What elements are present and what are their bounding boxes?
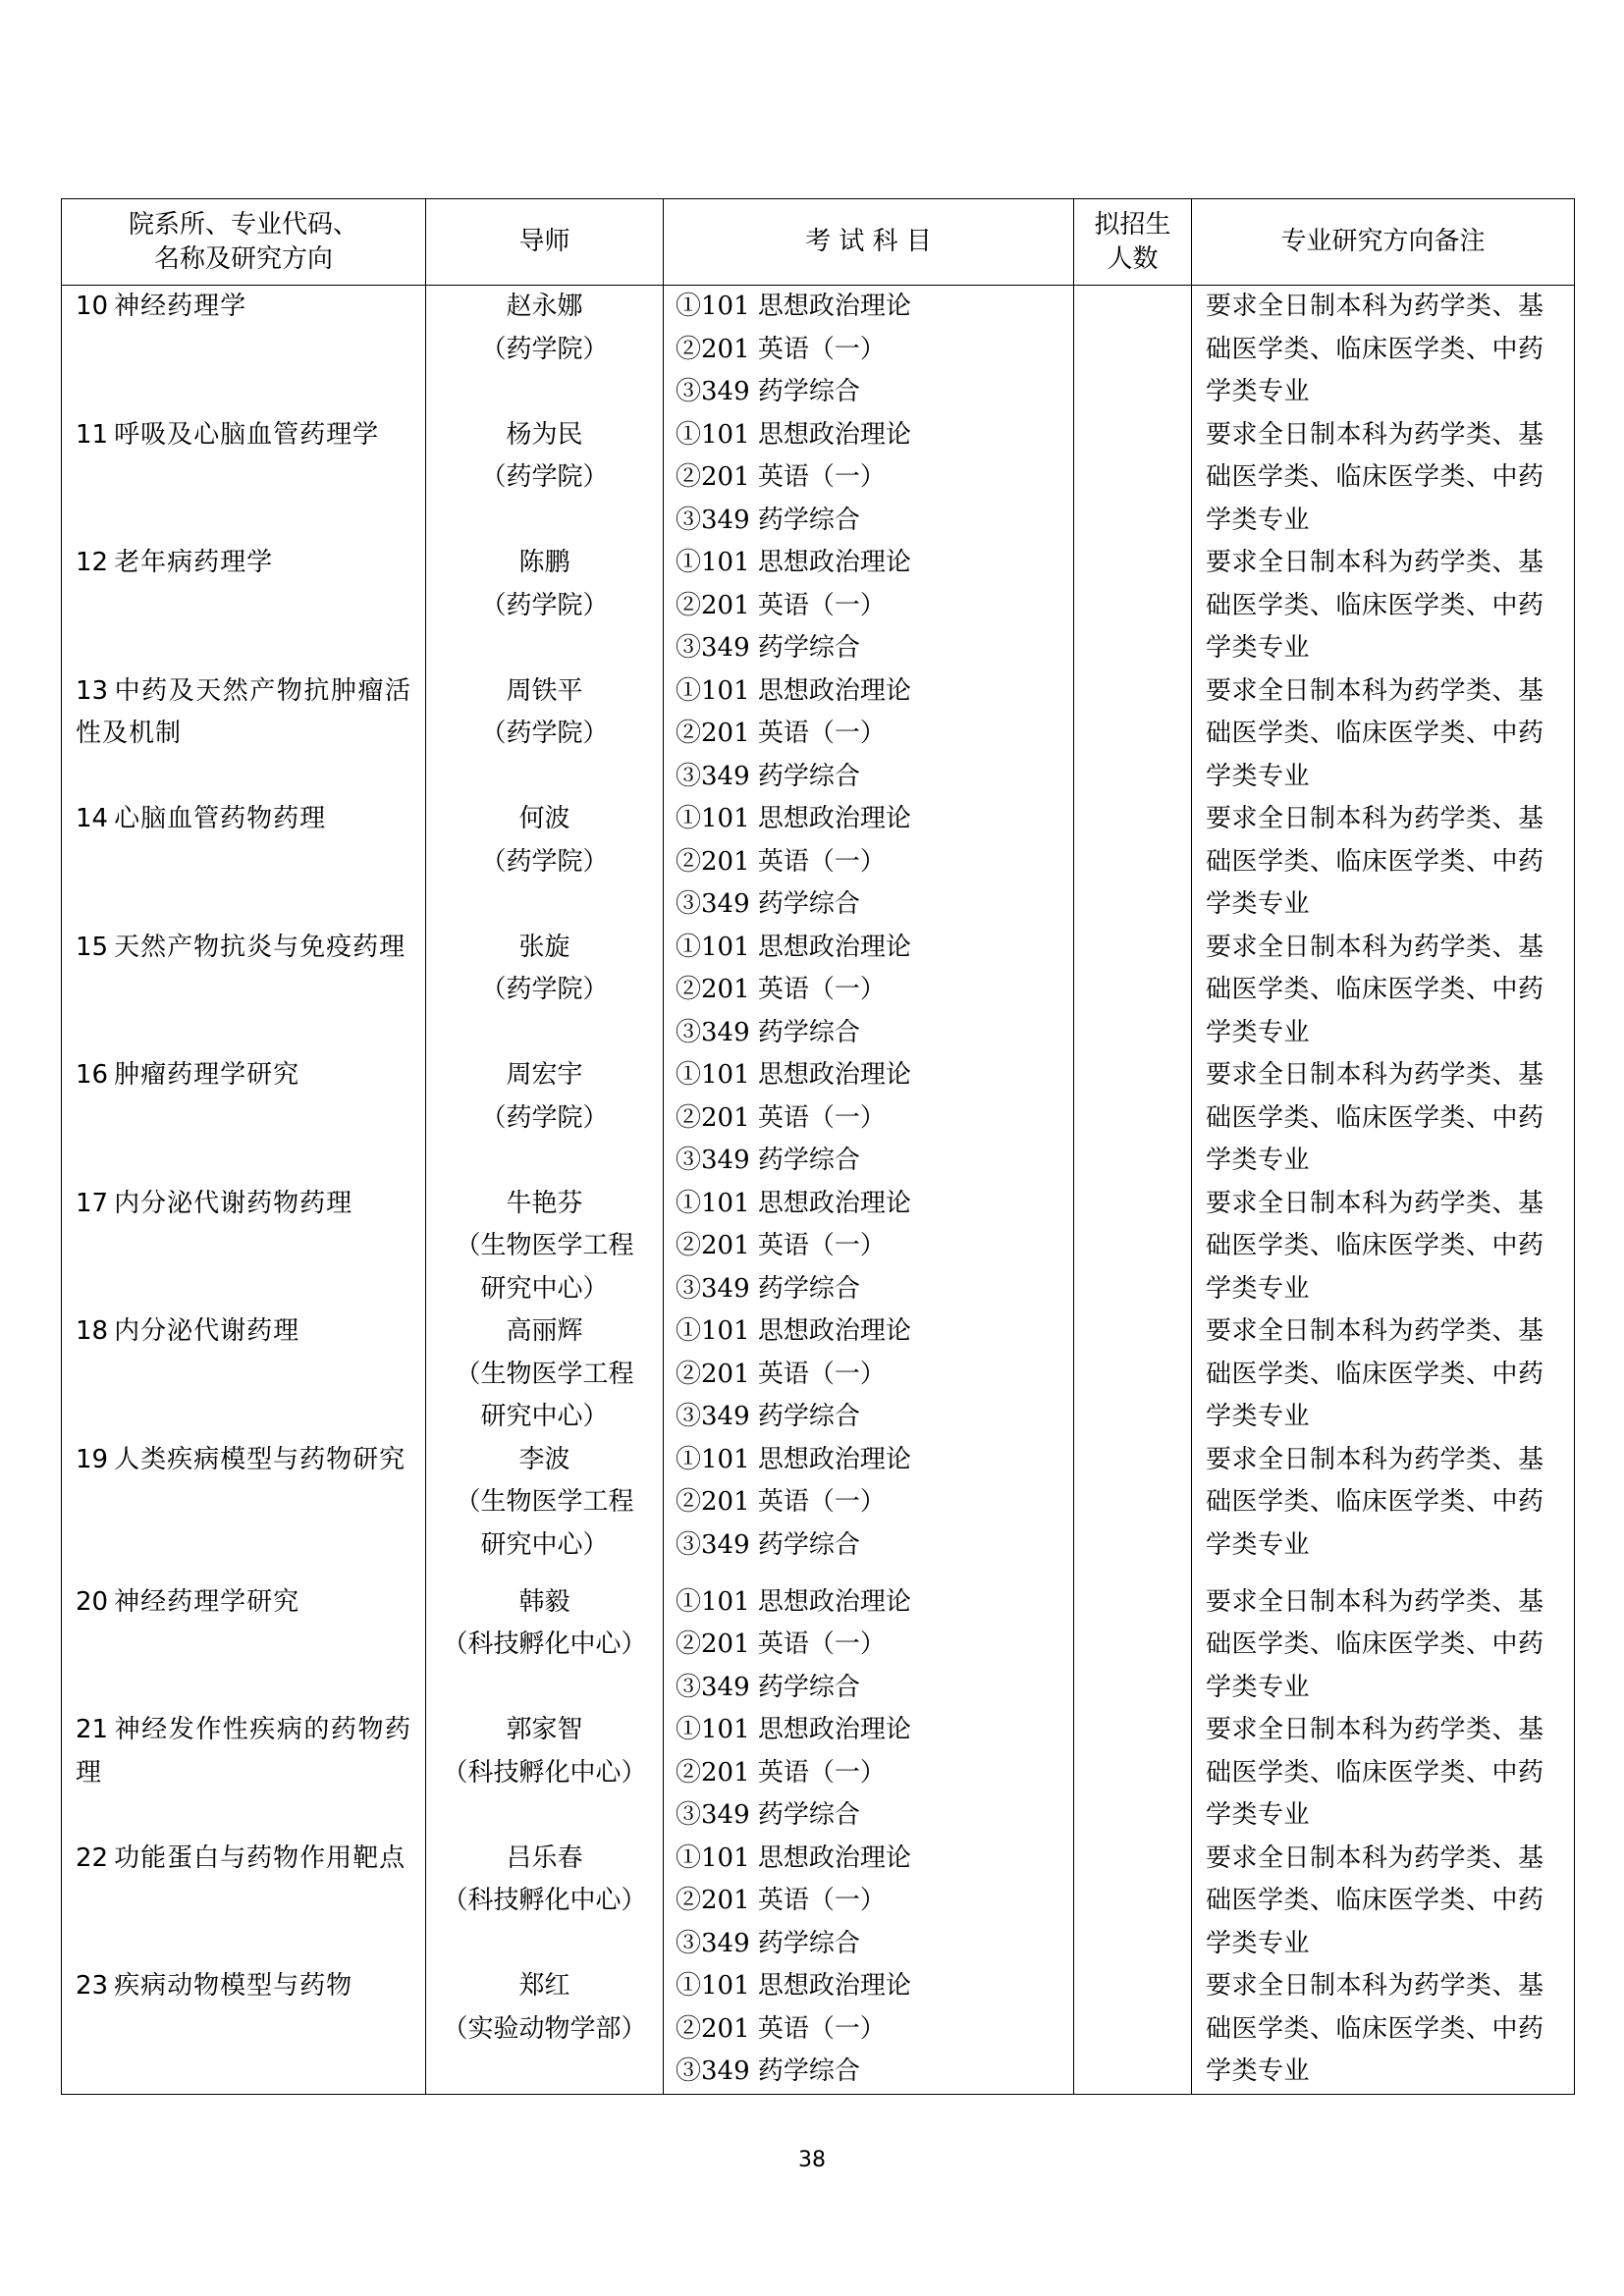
exam-subject: ②201 英语（一） xyxy=(676,1487,886,1517)
exam-subject: ②201 英语（一） xyxy=(676,1757,886,1788)
tutor-name: 李波 xyxy=(518,1444,570,1474)
tutor-cell xyxy=(426,286,664,414)
table-row xyxy=(62,1439,1575,1568)
tutor-name: 陈鹏 xyxy=(518,548,570,577)
tutor-name: 郭家智 xyxy=(506,1715,583,1744)
table-row xyxy=(62,414,1575,543)
research-direction-cell xyxy=(62,1568,426,1710)
exam-subject: ③349 药学综合 xyxy=(676,2056,860,2086)
page-number: 38 xyxy=(798,2148,826,2172)
tutor-affiliation: （科技孵化中心） xyxy=(442,1757,647,1788)
exam-subject: ①101 思想政治理论 xyxy=(676,1316,911,1346)
notes-cell: 要求全日制本科为药学类、基础医学类、临床医学类、中药学类专业 xyxy=(1192,542,1575,670)
tutor-cell xyxy=(426,670,664,799)
table-row xyxy=(62,670,1575,799)
quota-cell xyxy=(1074,1183,1192,1311)
exam-subjects-cell xyxy=(664,414,1074,543)
notes-cell: 要求全日制本科为药学类、基础医学类、临床医学类、中药学类专业 xyxy=(1192,286,1575,414)
admissions-table xyxy=(61,198,1575,2095)
direction-name: 疾病动物模型与药物 xyxy=(114,1971,353,2001)
table-header-row xyxy=(62,199,1575,286)
tutor-name: 牛艳芬 xyxy=(506,1188,583,1218)
header-quota: 拟招生 人数 xyxy=(1074,199,1192,286)
exam-subject: ②201 英语（一） xyxy=(676,975,886,1004)
exam-subject: ②201 英语（一） xyxy=(676,1102,886,1133)
exam-subjects-cell xyxy=(664,286,1074,414)
direction-name: 天然产物抗炎与免疫药理 xyxy=(114,932,406,962)
direction-name: 内分泌代谢药理 xyxy=(114,1316,300,1346)
notes-cell: 要求全日制本科为药学类、基础医学类、临床医学类、中药学类专业 xyxy=(1192,1965,1575,2094)
tutor-name: 杨为民 xyxy=(506,419,583,450)
quota-cell xyxy=(1074,414,1192,543)
direction-name: 功能蛋白与药物作用靶点 xyxy=(114,1842,406,1873)
direction-number: 17 xyxy=(76,1188,109,1218)
exam-subjects-cell xyxy=(664,1310,1074,1439)
exam-subject: ②201 英语（一） xyxy=(676,590,886,620)
quota-cell xyxy=(1074,542,1192,670)
tutor-affiliation: （生物医学工程 xyxy=(455,1487,634,1517)
exam-subject: ①101 思想政治理论 xyxy=(676,1715,911,1744)
research-direction-cell xyxy=(62,798,426,927)
tutor-name: 吕乐春 xyxy=(506,1842,583,1873)
table-row xyxy=(62,1965,1575,2094)
notes-cell: 要求全日制本科为药学类、基础医学类、临床医学类、中药学类专业 xyxy=(1192,927,1575,1055)
table-row xyxy=(62,1183,1575,1311)
exam-subject: ②201 英语（一） xyxy=(676,2013,886,2044)
table-row xyxy=(62,1310,1575,1439)
exam-subject: ①101 思想政治理论 xyxy=(676,1971,911,2001)
tutor-name: 韩毅 xyxy=(518,1586,570,1617)
exam-subject: ③349 药学综合 xyxy=(676,633,860,663)
exam-subjects-cell xyxy=(664,927,1074,1055)
tutor-cell xyxy=(426,1310,664,1439)
direction-number: 18 xyxy=(76,1316,109,1346)
research-direction-cell xyxy=(62,1054,426,1183)
tutor-name: 何波 xyxy=(518,804,570,833)
research-direction-cell xyxy=(62,1183,426,1311)
research-direction-cell xyxy=(62,1439,426,1568)
direction-number: 23 xyxy=(76,1971,109,2001)
direction-name: 神经发作性疾病的药物药理 xyxy=(76,1715,411,1788)
table-row xyxy=(62,1709,1575,1838)
tutor-name: 周铁平 xyxy=(506,675,583,706)
quota-cell xyxy=(1074,1568,1192,1710)
research-direction-cell xyxy=(62,1965,426,2094)
table-row xyxy=(62,798,1575,927)
table-row xyxy=(62,1838,1575,1966)
quota-cell xyxy=(1074,1709,1192,1838)
tutor-affiliation: （生物医学工程 xyxy=(455,1359,634,1389)
quota-cell xyxy=(1074,1965,1192,2094)
tutor-affiliation: 研究中心） xyxy=(480,1273,609,1304)
direction-number: 15 xyxy=(76,932,109,962)
notes-cell: 要求全日制本科为药学类、基础医学类、临床医学类、中药学类专业 xyxy=(1192,1709,1575,1838)
tutor-cell xyxy=(426,1054,664,1183)
direction-number: 11 xyxy=(76,419,109,450)
exam-subject: ③349 药学综合 xyxy=(676,1017,860,1047)
table-row xyxy=(62,927,1575,1055)
exam-subject: ③349 药学综合 xyxy=(676,1273,860,1304)
table-row xyxy=(62,286,1575,414)
exam-subjects-cell xyxy=(664,798,1074,927)
notes-cell: 要求全日制本科为药学类、基础医学类、临床医学类、中药学类专业 xyxy=(1192,414,1575,543)
exam-subjects-cell xyxy=(664,1183,1074,1311)
exam-subject: ①101 思想政治理论 xyxy=(676,419,911,450)
direction-number: 21 xyxy=(76,1715,109,1744)
exam-subject: ③349 药学综合 xyxy=(676,1146,860,1175)
direction-name: 神经药理学 xyxy=(114,292,247,321)
direction-name: 神经药理学研究 xyxy=(114,1586,300,1617)
tutor-name: 张旋 xyxy=(518,932,570,962)
table-body xyxy=(62,286,1575,2095)
table-row xyxy=(62,542,1575,670)
header-tutor: 导师 xyxy=(426,199,664,286)
research-direction-cell xyxy=(62,1838,426,1966)
direction-name: 老年病药理学 xyxy=(114,548,274,577)
notes-cell: 要求全日制本科为药学类、基础医学类、临床医学类、中药学类专业 xyxy=(1192,1439,1575,1568)
research-direction-cell xyxy=(62,286,426,414)
quota-cell xyxy=(1074,1054,1192,1183)
research-direction-cell xyxy=(62,927,426,1055)
exam-subjects-cell xyxy=(664,1838,1074,1966)
notes-cell: 要求全日制本科为药学类、基础医学类、临床医学类、中药学类专业 xyxy=(1192,1310,1575,1439)
tutor-cell xyxy=(426,798,664,927)
tutor-affiliation: （药学院） xyxy=(480,590,609,620)
exam-subject: ①101 思想政治理论 xyxy=(676,932,911,962)
exam-subject: ②201 英语（一） xyxy=(676,1629,886,1659)
table-row xyxy=(62,1568,1575,1710)
tutor-cell xyxy=(426,1838,664,1966)
direction-name: 中药及天然产物抗肿瘤活性及机制 xyxy=(76,675,411,748)
direction-number: 20 xyxy=(76,1586,109,1617)
table-row xyxy=(62,1054,1575,1183)
tutor-cell xyxy=(426,414,664,543)
exam-subjects-cell xyxy=(664,542,1074,670)
exam-subject: ①101 思想政治理论 xyxy=(676,804,911,833)
tutor-cell xyxy=(426,542,664,670)
direction-number: 19 xyxy=(76,1444,109,1474)
exam-subject: ③349 药学综合 xyxy=(676,1928,860,1958)
direction-name: 心脑血管药物药理 xyxy=(114,804,327,833)
quota-cell xyxy=(1074,798,1192,927)
tutor-affiliation: （生物医学工程 xyxy=(455,1231,634,1260)
quota-cell xyxy=(1074,286,1192,414)
tutor-cell xyxy=(426,1568,664,1710)
research-direction-cell xyxy=(62,1310,426,1439)
exam-subject: ③349 药学综合 xyxy=(676,505,860,535)
tutor-affiliation: （药学院） xyxy=(480,1102,609,1133)
exam-subject: ②201 英语（一） xyxy=(676,462,886,492)
exam-subjects-cell xyxy=(664,1568,1074,1710)
quota-cell xyxy=(1074,1310,1192,1439)
tutor-name: 高丽辉 xyxy=(506,1316,583,1346)
exam-subject: ③349 药学综合 xyxy=(676,377,860,406)
tutor-affiliation: （药学院） xyxy=(480,975,609,1004)
tutor-affiliation: （药学院） xyxy=(480,846,609,877)
tutor-affiliation: 研究中心） xyxy=(480,1529,609,1560)
exam-subject: ③349 药学综合 xyxy=(676,761,860,791)
tutor-affiliation: （药学院） xyxy=(480,462,609,492)
tutor-affiliation: （药学院） xyxy=(480,334,609,364)
direction-number: 14 xyxy=(76,804,109,833)
exam-subjects-cell xyxy=(664,670,1074,799)
direction-number: 16 xyxy=(76,1060,109,1090)
exam-subject: ①101 思想政治理论 xyxy=(676,1060,911,1090)
direction-number: 12 xyxy=(76,548,109,577)
research-direction-cell xyxy=(62,670,426,799)
exam-subject: ②201 英语（一） xyxy=(676,1231,886,1260)
direction-number: 22 xyxy=(76,1842,109,1873)
exam-subject: ①101 思想政治理论 xyxy=(676,675,911,706)
exam-subjects-cell xyxy=(664,1709,1074,1838)
notes-cell: 要求全日制本科为药学类、基础医学类、临床医学类、中药学类专业 xyxy=(1192,1054,1575,1183)
exam-subjects-cell xyxy=(664,1965,1074,2094)
exam-subject: ③349 药学综合 xyxy=(676,1800,860,1830)
tutor-name: 郑红 xyxy=(518,1971,570,2001)
direction-number: 10 xyxy=(76,292,109,321)
exam-subjects-cell xyxy=(664,1439,1074,1568)
notes-cell: 要求全日制本科为药学类、基础医学类、临床医学类、中药学类专业 xyxy=(1192,1838,1575,1966)
direction-name: 内分泌代谢药物药理 xyxy=(114,1188,353,1218)
tutor-cell xyxy=(426,1183,664,1311)
notes-cell: 要求全日制本科为药学类、基础医学类、临床医学类、中药学类专业 xyxy=(1192,1183,1575,1311)
exam-subject: ①101 思想政治理论 xyxy=(676,1842,911,1873)
notes-cell: 要求全日制本科为药学类、基础医学类、临床医学类、中药学类专业 xyxy=(1192,670,1575,799)
exam-subject: ③349 药学综合 xyxy=(676,1672,860,1702)
notes-cell: 要求全日制本科为药学类、基础医学类、临床医学类、中药学类专业 xyxy=(1192,1568,1575,1710)
header-exam-subjects: 考 试 科 目 xyxy=(664,199,1074,286)
quota-cell xyxy=(1074,1838,1192,1966)
header-department-direction: 院系所、专业代码、 名称及研究方向 xyxy=(62,199,426,286)
tutor-cell xyxy=(426,1709,664,1838)
exam-subject: ②201 英语（一） xyxy=(676,1886,886,1915)
exam-subject: ①101 思想政治理论 xyxy=(676,548,911,577)
tutor-affiliation: （实验动物学部） xyxy=(442,2013,647,2044)
tutor-name: 赵永娜 xyxy=(506,292,583,321)
exam-subject: ①101 思想政治理论 xyxy=(676,1444,911,1474)
direction-name: 人类疾病模型与药物研究 xyxy=(114,1444,406,1474)
exam-subjects-cell xyxy=(664,1054,1074,1183)
tutor-cell xyxy=(426,1439,664,1568)
exam-subject: ③349 药学综合 xyxy=(676,889,860,919)
exam-subject: ③349 药学综合 xyxy=(676,1529,860,1560)
direction-name: 肿瘤药理学研究 xyxy=(114,1060,300,1090)
research-direction-cell xyxy=(62,542,426,670)
exam-subject: ①101 思想政治理论 xyxy=(676,292,911,321)
exam-subject: ②201 英语（一） xyxy=(676,1359,886,1389)
tutor-affiliation: （科技孵化中心） xyxy=(442,1886,647,1915)
exam-subject: ②201 英语（一） xyxy=(676,719,886,748)
research-direction-cell xyxy=(62,414,426,543)
exam-subject: ①101 思想政治理论 xyxy=(676,1188,911,1218)
tutor-name: 周宏宇 xyxy=(506,1060,583,1090)
exam-subject: ②201 英语（一） xyxy=(676,334,886,364)
tutor-cell xyxy=(426,1965,664,2094)
notes-cell: 要求全日制本科为药学类、基础医学类、临床医学类、中药学类专业 xyxy=(1192,798,1575,927)
tutor-affiliation: （药学院） xyxy=(480,719,609,748)
research-direction-cell xyxy=(62,1709,426,1838)
tutor-affiliation: 研究中心） xyxy=(480,1402,609,1431)
quota-cell xyxy=(1074,670,1192,799)
quota-cell xyxy=(1074,927,1192,1055)
exam-subject: ①101 思想政治理论 xyxy=(676,1586,911,1617)
direction-name: 呼吸及心脑血管药理学 xyxy=(114,419,380,450)
header-notes: 专业研究方向备注 xyxy=(1192,199,1575,286)
tutor-cell xyxy=(426,927,664,1055)
direction-number: 13 xyxy=(76,675,109,706)
quota-cell xyxy=(1074,1439,1192,1568)
tutor-affiliation: （科技孵化中心） xyxy=(442,1629,647,1659)
exam-subject: ②201 英语（一） xyxy=(676,846,886,877)
exam-subject: ③349 药学综合 xyxy=(676,1402,860,1431)
